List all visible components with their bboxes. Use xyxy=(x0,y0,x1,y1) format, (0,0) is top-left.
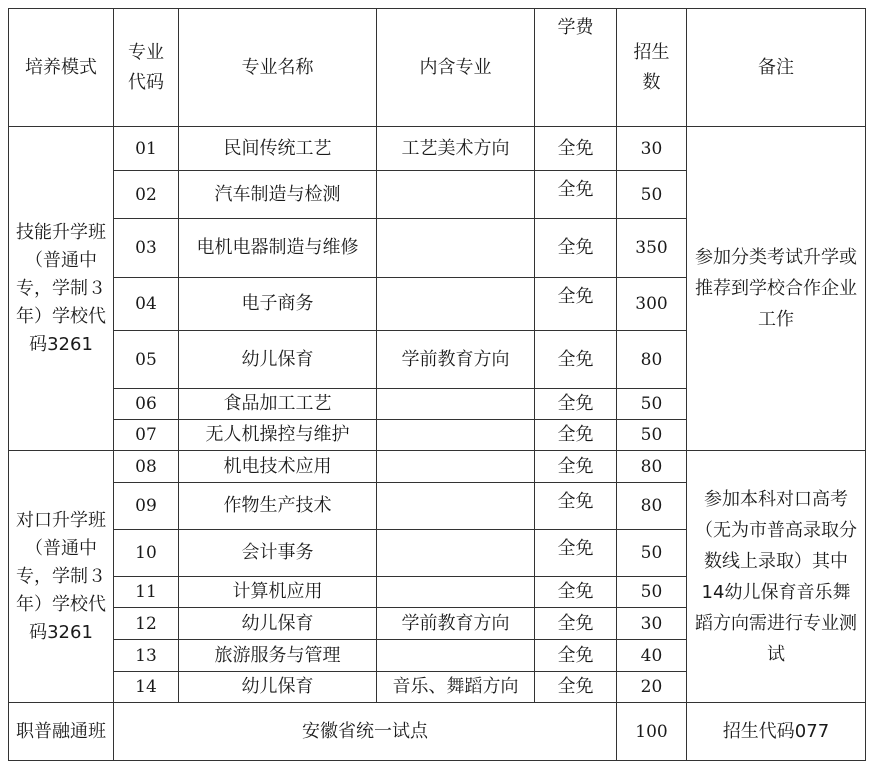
header-quota-line1: 招生 xyxy=(633,41,670,63)
fee-cell: 全免 xyxy=(535,278,617,331)
fee-cell: 全免 xyxy=(535,608,617,640)
contains-cell xyxy=(377,219,535,278)
code-cell: 12 xyxy=(114,608,179,640)
fee-cell: 全免 xyxy=(535,331,617,389)
name-cell: 幼儿保育 xyxy=(179,672,377,703)
fee-cell: 全免 xyxy=(535,171,617,219)
name-cell: 作物生产技术 xyxy=(179,483,377,530)
code-cell: 02 xyxy=(114,171,179,219)
contains-cell xyxy=(377,420,535,451)
fee-cell: 全免 xyxy=(535,483,617,530)
code-cell: 13 xyxy=(114,640,179,672)
contains-cell xyxy=(377,640,535,672)
quota-cell: 50 xyxy=(617,530,687,577)
contains-cell xyxy=(377,171,535,219)
fee-cell: 全免 xyxy=(535,127,617,171)
name-cell: 旅游服务与管理 xyxy=(179,640,377,672)
footer-desc: 安徽省统一试点 xyxy=(114,703,617,761)
mode-cell-vocational-general: 职普融通班 xyxy=(9,703,114,761)
code-cell: 04 xyxy=(114,278,179,331)
header-code xyxy=(114,9,179,127)
header-quota xyxy=(617,9,687,127)
name-cell: 无人机操控与维护 xyxy=(179,420,377,451)
contains-cell: 学前教育方向 xyxy=(377,608,535,640)
header-row xyxy=(9,9,866,127)
code-cell: 11 xyxy=(114,577,179,608)
mode-cell-counterpart: 对口升学班（普通中专，学制３年）学校代码3261 xyxy=(9,451,114,703)
mode-cell-skill: 技能升学班（普通中专，学制３年）学校代码3261 xyxy=(9,127,114,451)
quota-cell: 300 xyxy=(617,278,687,331)
code-cell: 10 xyxy=(114,530,179,577)
fee-cell: 全免 xyxy=(535,530,617,577)
code-cell: 03 xyxy=(114,219,179,278)
fee-cell: 全免 xyxy=(535,672,617,703)
contains-cell xyxy=(377,577,535,608)
quota-cell: 30 xyxy=(617,608,687,640)
enrollment-table xyxy=(8,8,866,761)
quota-cell: 50 xyxy=(617,420,687,451)
contains-cell xyxy=(377,278,535,331)
contains-cell xyxy=(377,389,535,420)
contains-cell: 工艺美术方向 xyxy=(377,127,535,171)
code-cell: 06 xyxy=(114,389,179,420)
name-cell: 会计事务 xyxy=(179,530,377,577)
fee-cell: 全免 xyxy=(535,640,617,672)
contains-cell xyxy=(377,451,535,483)
header-code-line1: 专业 xyxy=(128,41,164,63)
footer-note: 招生代码077 xyxy=(687,703,866,761)
fee-cell: 全免 xyxy=(535,219,617,278)
fee-cell: 全免 xyxy=(535,389,617,420)
fee-cell: 全免 xyxy=(535,577,617,608)
quota-cell: 50 xyxy=(617,171,687,219)
contains-cell xyxy=(377,483,535,530)
name-cell: 食品加工工艺 xyxy=(179,389,377,420)
quota-cell: 40 xyxy=(617,640,687,672)
footer-row xyxy=(9,703,866,761)
name-cell: 民间传统工艺 xyxy=(179,127,377,171)
name-cell: 幼儿保育 xyxy=(179,331,377,389)
quota-cell: 20 xyxy=(617,672,687,703)
header-fee: 学费 xyxy=(535,9,617,127)
name-cell: 电机电器制造与维修 xyxy=(179,219,377,278)
quota-cell: 30 xyxy=(617,127,687,171)
quota-cell: 80 xyxy=(617,483,687,530)
fee-cell: 全免 xyxy=(535,420,617,451)
header-quota-line2: 数 xyxy=(642,71,661,93)
code-cell: 07 xyxy=(114,420,179,451)
quota-cell: 80 xyxy=(617,451,687,483)
note-cell-counterpart: 参加本科对口高考（无为市普高录取分数线上录取）其中14幼儿保育音乐舞蹈方向需进行专业测试 xyxy=(687,451,866,703)
contains-cell: 音乐、舞蹈方向 xyxy=(377,672,535,703)
footer-quota: 100 xyxy=(617,703,687,761)
quota-cell: 50 xyxy=(617,389,687,420)
name-cell: 机电技术应用 xyxy=(179,451,377,483)
header-contains: 内含专业 xyxy=(377,9,535,127)
code-cell: 14 xyxy=(114,672,179,703)
code-cell: 01 xyxy=(114,127,179,171)
code-cell: 05 xyxy=(114,331,179,389)
header-mode: 培养模式 xyxy=(9,9,114,127)
header-code-line2: 代码 xyxy=(128,71,164,93)
note-cell-skill: 参加分类考试升学或推荐到学校合作企业工作 xyxy=(687,127,866,451)
contains-cell: 学前教育方向 xyxy=(377,331,535,389)
table-row xyxy=(9,451,866,483)
header-note: 备注 xyxy=(687,9,866,127)
quota-cell: 50 xyxy=(617,577,687,608)
fee-cell: 全免 xyxy=(535,451,617,483)
name-cell: 幼儿保育 xyxy=(179,608,377,640)
name-cell: 汽车制造与检测 xyxy=(179,171,377,219)
code-cell: 09 xyxy=(114,483,179,530)
table-row xyxy=(9,127,866,171)
name-cell: 计算机应用 xyxy=(179,577,377,608)
name-cell: 电子商务 xyxy=(179,278,377,331)
header-name: 专业名称 xyxy=(179,9,377,127)
code-cell: 08 xyxy=(114,451,179,483)
quota-cell: 350 xyxy=(617,219,687,278)
contains-cell xyxy=(377,530,535,577)
quota-cell: 80 xyxy=(617,331,687,389)
